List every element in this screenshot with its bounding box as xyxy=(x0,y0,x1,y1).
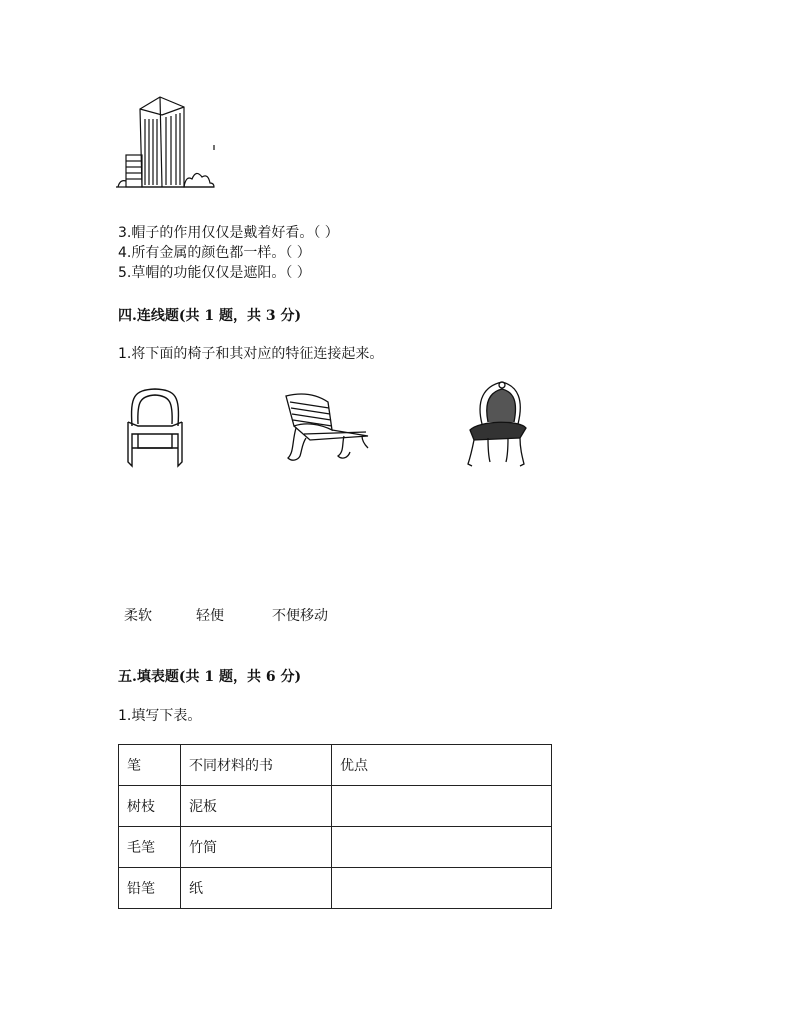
table-header-cell: 笔 xyxy=(119,745,181,786)
table-header-cell: 不同材料的书 xyxy=(181,745,332,786)
table-header-row xyxy=(119,745,552,786)
table-blank-cell[interactable] xyxy=(332,868,552,909)
table-cell: 铅笔 xyxy=(119,868,181,909)
table-cell: 树枝 xyxy=(119,786,181,827)
table-cell: 泥板 xyxy=(181,786,332,827)
feature-word: 不便移动 xyxy=(272,608,328,624)
question-4: 4.所有金属的颜色都一样。（ ） xyxy=(118,245,311,261)
table-cell: 竹简 xyxy=(181,827,332,868)
fill-in-table xyxy=(118,744,552,909)
section-5-question: 1.填写下表。 xyxy=(118,708,202,724)
feature-word: 轻便 xyxy=(196,608,224,624)
question-5: 5.草帽的功能仅仅是遮阳。（ ） xyxy=(118,265,311,281)
bench-chair-illustration xyxy=(282,390,372,466)
table-header-cell: 优点 xyxy=(332,745,552,786)
table-cell: 纸 xyxy=(181,868,332,909)
table-row xyxy=(119,868,552,909)
table-blank-cell[interactable] xyxy=(332,786,552,827)
section-4-heading: 四.连线题(共 1 题，共 3 分) xyxy=(118,308,302,324)
building-illustration xyxy=(116,95,216,190)
table-row xyxy=(119,786,552,827)
section-5-heading: 五.填表题(共 1 题，共 6 分) xyxy=(118,669,302,685)
table-row xyxy=(119,827,552,868)
feature-word: 柔软 xyxy=(124,608,152,624)
question-3: 3.帽子的作用仅仅是戴着好看。（ ） xyxy=(118,225,339,241)
ornate-chair-illustration xyxy=(460,380,530,470)
table-blank-cell[interactable] xyxy=(332,827,552,868)
table-cell: 毛笔 xyxy=(119,827,181,868)
section-4-question: 1.将下面的椅子和其对应的特征连接起来。 xyxy=(118,346,384,362)
armchair-illustration xyxy=(124,386,186,468)
